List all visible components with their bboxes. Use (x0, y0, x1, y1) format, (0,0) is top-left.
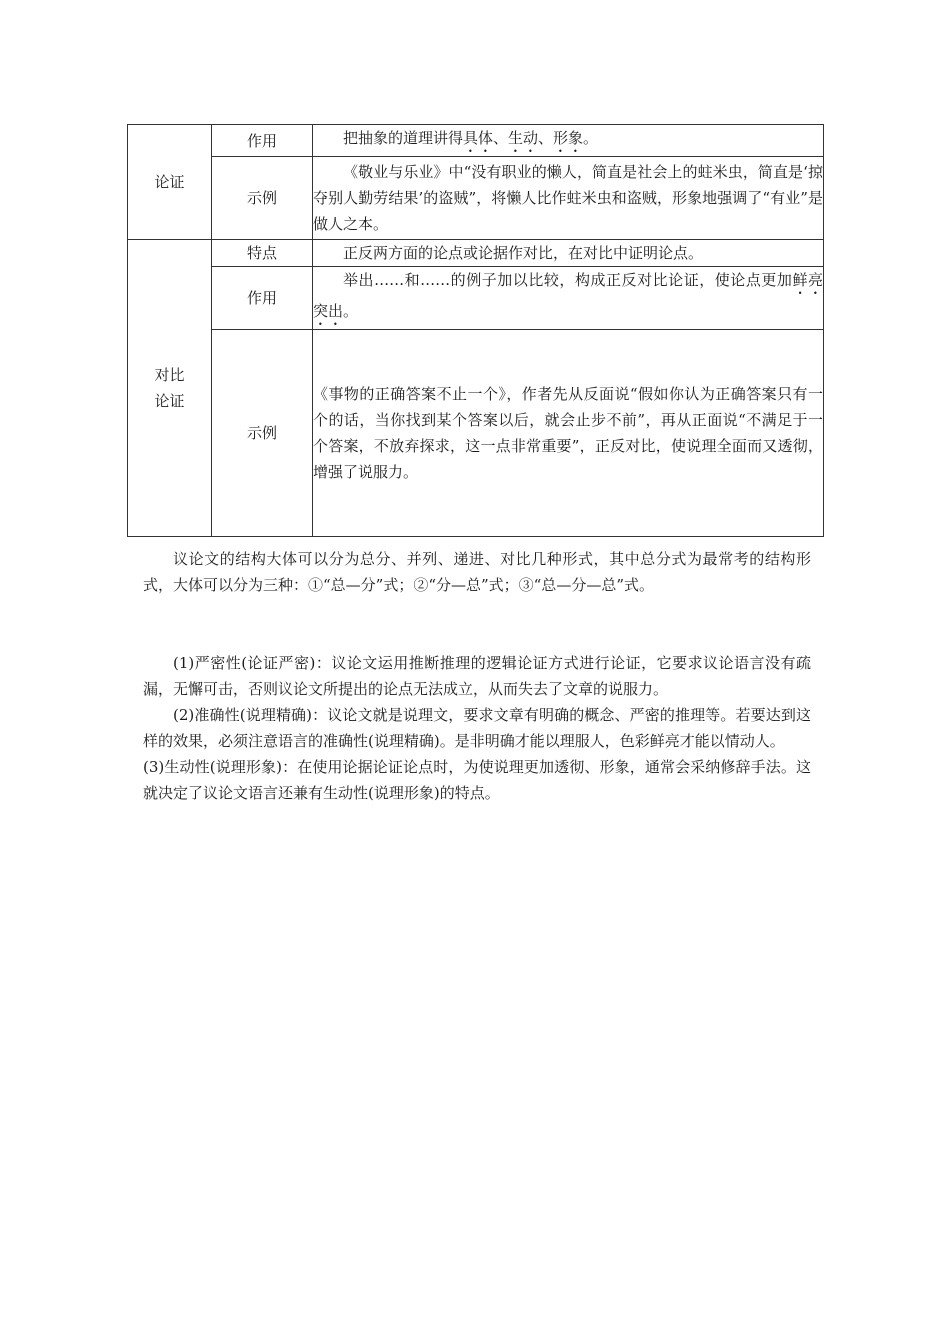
emphasized-text: 鲜亮突出 (313, 271, 823, 320)
row-label-example: 示例 (212, 330, 313, 537)
language-point: (2)准确性(说理精确)：议论文就是说理文，要求文章有明确的概念、严密的推理等。若要达到这样的效果，必须注意语言的准确性(说理精确)。是非明确才能以理服人，色彩鲜亮才能以情动人。 (143, 706, 811, 750)
group-label-metaphor-argument: 论证 (128, 125, 212, 240)
row-content-example: 《敬业与乐业》中“没有职业的懒人，简直是社会上的蛀米虫，简直是‘掠夺别人勤劳结果’的盗贼”，将懒人比作蛀米虫和盗贼，形象地强调了“有业”是做人之本。 (313, 157, 824, 240)
row-content-example: 《事物的正确答案不止一个》，作者先从反面说“假如你认为正确答案只有一个的话，当你找到某个答案以后，就会止步不前”，再从正面说“不满足于一个答案，不放弃探求，这一点非常重要”，正反对比，使说理全面而又透彻，增强了说服力。 (313, 330, 824, 537)
row-label-example: 示例 (212, 157, 313, 240)
row-content-feature: 正反两方面的论点或论据作对比，在对比中证明论点。 (313, 240, 824, 267)
language-point: (1)严密性(论证严密)：议论文运用推断推理的逻辑论证方式进行论证，它要求议论语言没有疏漏，无懈可击，否则议论文所提出的论点无法成立，从而失去了文章的说服力。 (143, 654, 811, 698)
row-label-function: 作用 (212, 125, 313, 157)
structure-paragraph: 议论文的结构大体可以分为总分、并列、递进、对比几种形式，其中总分式为最常考的结构形式，大体可以分为三种：①“总—分”式；②“分—总”式；③“总—分—总”式。 (143, 550, 811, 594)
group-label-contrast-argument (128, 240, 212, 537)
group-label-line: 论证 (154, 392, 185, 410)
row-label-feature: 特点 (212, 240, 313, 267)
group-label-line: 对比 (154, 366, 185, 384)
argumentation-table (127, 124, 824, 537)
language-section (143, 650, 811, 806)
structure-section (143, 546, 811, 598)
row-label-function: 作用 (212, 267, 313, 330)
row-content-function: 举出……和……的例子加以比较，构成正反对比论证，使论点更加鲜亮突出。 (313, 267, 824, 330)
emphasized-text: 具体、生动、形象 (463, 129, 584, 147)
row-content-function: 把抽象的道理讲得具体、生动、形象。 (313, 125, 824, 157)
language-point: (3)生动性(说理形象)：在使用论据论证论点时，为使说理更加透彻、形象，通常会采纳修辞手法。这就决定了议论文语言还兼有生动性(说理形象)的特点。 (143, 758, 811, 802)
